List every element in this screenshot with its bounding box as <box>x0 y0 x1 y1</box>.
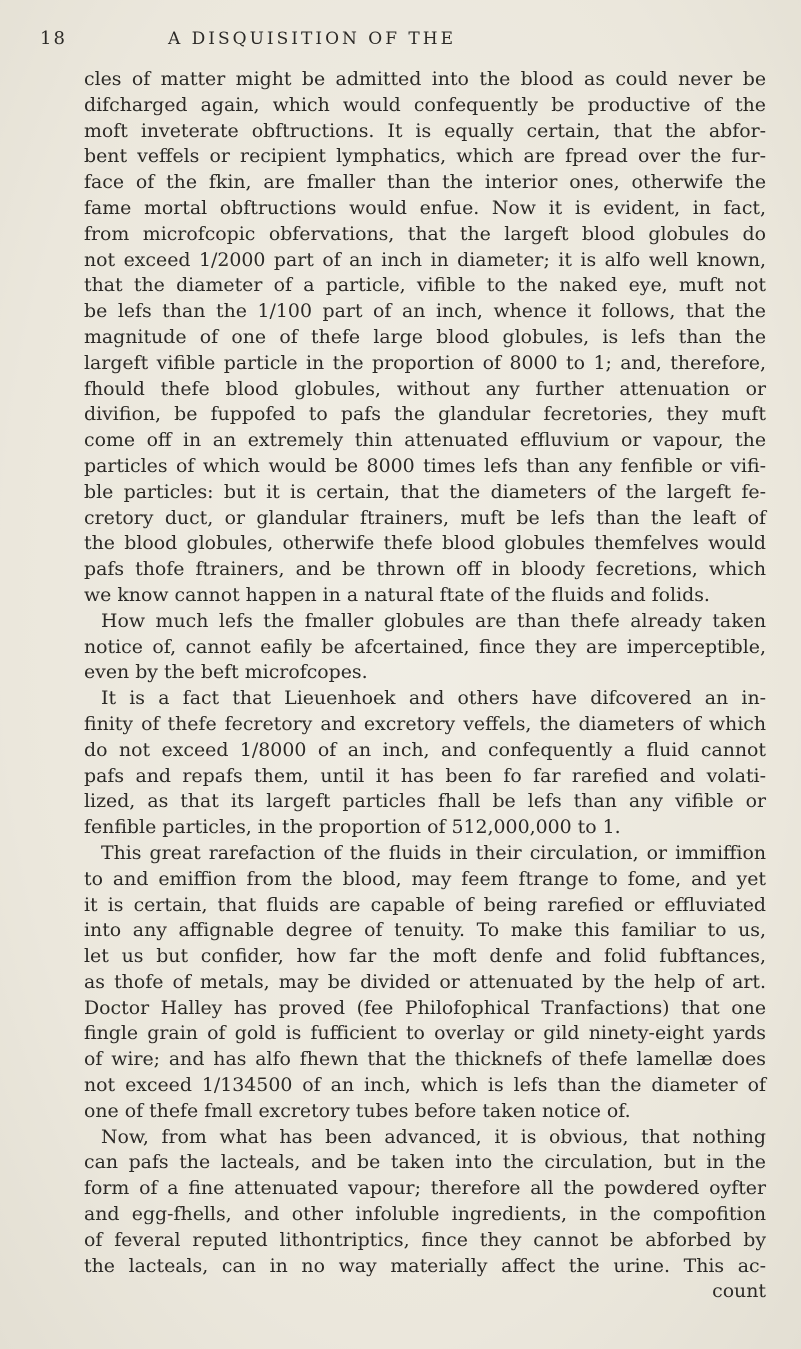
text-line: It is a fact that Lieuenhoek and others have difcovered an in- <box>101 687 766 710</box>
text-line: fame mortal obftructions would enfue. Now it is evident, in fact, <box>84 196 766 219</box>
text-line: bent veffels or recipient lymphatics, which are fpread over the fur- <box>84 145 766 168</box>
text-line: lized, as that its largeft particles fhall be lefs than any vifible or <box>84 790 766 813</box>
text-line: into any affignable degree of tenuity. To make this familiar to us, <box>84 919 766 942</box>
text-line: fhould thefe blood globules, without any further attenuation or <box>84 377 766 400</box>
text-line: not exceed 1/134500 of an inch, which is lefs than the diameter of <box>84 1074 766 1097</box>
text-line: divifion, be fuppofed to pafs the glandular fecretories, they muft <box>84 403 766 426</box>
text-line: Now, from what has been advanced, it is obvious, that nothing <box>101 1125 766 1148</box>
text-line: to and emiffion from the blood, may feem ftrange to fome, and yet <box>84 867 766 890</box>
text-line: fingle grain of gold is fufficient to overlay or gild ninety-eight yards <box>84 1022 766 1045</box>
text-line: not exceed 1/2000 part of an inch in diameter; it is alfo well known, <box>84 248 766 271</box>
text-line: face of the fkin, are fmaller than the interior ones, otherwife the <box>84 171 766 194</box>
text-line: let us but confider, how far the moft denfe and folid fubftances, <box>84 945 766 968</box>
text-line: cles of matter might be admitted into the blood as could never be <box>84 68 766 90</box>
text-line: ble particles: but it is certain, that the diameters of the largeft fe- <box>84 480 766 503</box>
page-header <box>40 28 760 52</box>
text-line: notice of, cannot eafily be afcertained, fince they are imperceptible, <box>84 635 766 658</box>
text-line: it is certain, that fluids are capable of being rarefied or effluviated <box>84 893 766 916</box>
text-line: that the diameter of a particle, vifible to the naked eye, muft not <box>84 274 766 297</box>
text-line: particles of which would be 8000 times lefs than any fenfible or vifi- <box>84 454 766 477</box>
text-line: moft inveterate obftructions. It is equally certain, that the abfor- <box>84 119 766 142</box>
text-line: pafs and repafs them, until it has been fo far rarefied and volati- <box>84 764 766 787</box>
text-line: we know cannot happen in a natural ftate of the fluids and folids. <box>84 583 710 606</box>
text-line: from microfcopic obfervations, that the largeft blood globules do <box>84 222 766 245</box>
text-line: even by the beft microfcopes. <box>84 661 368 684</box>
text-line: largeft vifible particle in the proportion of 8000 to 1; and, therefore, <box>84 351 766 374</box>
text-line: the blood globules, otherwife thefe blood globules themfelves would <box>84 532 766 555</box>
body-text <box>84 67 766 1305</box>
text-line: of feveral reputed lithontriptics, fince they cannot be abforbed by <box>84 1228 766 1251</box>
text-line: be lefs than the 1/100 part of an inch, whence it follows, that the <box>84 300 766 323</box>
catchword: count <box>712 1280 766 1303</box>
text-line: cretory duct, or glandular ftrainers, muft be lefs than the leaft of <box>84 506 766 529</box>
text-line: pafs thofe ftrainers, and be thrown off in bloody fecretions, which <box>84 558 766 581</box>
text-line: do not exceed 1/8000 of an inch, and confequently a fluid cannot <box>84 738 766 761</box>
running-head: A DISQUISITION OF THE <box>168 29 456 49</box>
text-line: can pafs the lacteals, and be taken into the circulation, but in the <box>84 1151 766 1174</box>
text-line: finity of thefe fecretory and excretory veffels, the diameters of which <box>84 712 766 735</box>
text-line: fenfible particles, in the proportion of 512,000,000 to 1. <box>84 816 621 839</box>
text-line: difcharged again, which would confequently be productive of the <box>84 93 766 116</box>
text-line: the lacteals, can in no way materially affect the urine. This ac- <box>84 1254 766 1277</box>
text-line: come off in an extremely thin attenuated effluvium or vapour, the <box>84 429 766 452</box>
text-line: Doctor Halley has proved (fee Philofophical Tranfactions) that one <box>84 996 766 1019</box>
text-line: of wire; and has alfo fhewn that the thicknefs of thefe lamellæ does <box>84 1048 766 1071</box>
text-line: as thofe of metals, may be divided or attenuated by the help of art. <box>84 970 766 993</box>
page-number: 18 <box>40 28 67 49</box>
text-line: form of a fine attenuated vapour; therefore all the powdered oyfter <box>84 1177 766 1200</box>
text-line: one of thefe fmall excretory tubes before taken notice of. <box>84 1099 631 1122</box>
text-line: and egg-fhells, and other infoluble ingredients, in the compofition <box>84 1203 766 1226</box>
text-line: This great rarefaction of the fluids in their circulation, or immiffion <box>101 841 766 864</box>
text-line: How much lefs the fmaller globules are than thefe already taken <box>101 609 766 632</box>
text-line: magnitude of one of thefe large blood globules, is lefs than the <box>84 325 766 348</box>
